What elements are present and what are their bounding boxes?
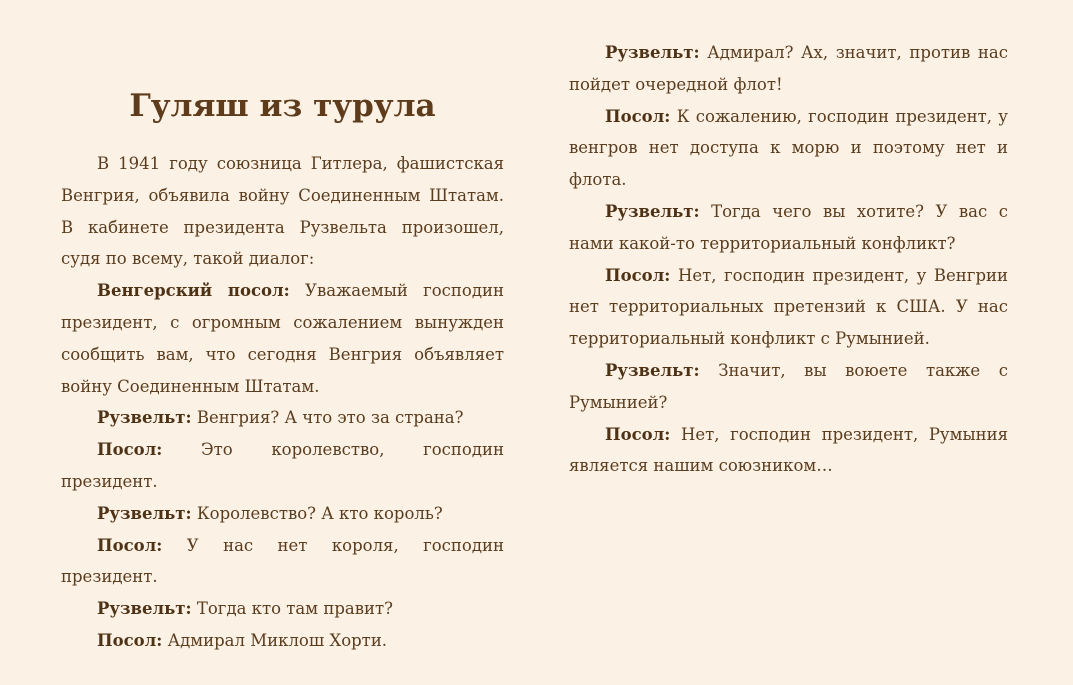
dialogue-text: Нет, господин президент, Румыния является нашим союзником… [569, 424, 1009, 476]
dialogue-text: Это королевство, господин президент. [61, 440, 504, 491]
dialogue-line [569, 419, 1008, 483]
speaker-name: Рузвельт: [605, 43, 700, 62]
dialogue-line [569, 196, 1008, 260]
dialogue-line [61, 625, 504, 657]
dialogue-text: Значит, вы воюете также с Румынией? [569, 360, 1008, 412]
speaker-name: Посол: [605, 424, 671, 444]
dialogue-text: Нет, господин президент, у Венгрии нет территориальных претензий к США. У нас территориальный конфликт с Румынией. [569, 265, 1008, 349]
dialogue-line [569, 355, 1008, 419]
dialogue-text: Адмирал? Ах, значит, против нас пойдет очередной флот! [569, 43, 1008, 94]
dialogue-text: Тогда кто там правит? [196, 599, 394, 619]
speaker-name: Рузвельт: [605, 201, 700, 221]
chapter-title: Гуляш из турула [129, 88, 436, 124]
speaker-name: Рузвельт: [97, 599, 192, 619]
left-column [61, 148, 504, 657]
right-column [569, 37, 1008, 482]
dialogue-line [569, 101, 1008, 196]
dialogue-text: Уважаемый господин президент, с огромным сожалением вынужден сообщить вам, что сегодня Венгрия объявляет войну Соединенным Штатам. [61, 281, 505, 396]
speaker-name: Посол: [605, 106, 671, 126]
speaker-name: Посол: [97, 440, 163, 460]
speaker-name: Посол: [605, 265, 671, 285]
dialogue-text: Адмирал Миклош Хорти. [167, 630, 388, 650]
dialogue-text: Венгрия? А что это за страна? [196, 408, 464, 428]
dialogue-line [569, 260, 1008, 355]
dialogue-text: К сожалению, господин президент, у венгров нет доступа к морю и поэтому нет и флота. [569, 106, 1008, 190]
dialogue-line [61, 498, 504, 530]
dialogue-line [61, 593, 504, 625]
dialogue-text: Королевство? А кто король? [196, 503, 443, 523]
dialogue-line [61, 402, 504, 434]
dialogue-line [61, 434, 504, 498]
speaker-name: Рузвельт: [97, 503, 192, 523]
speaker-name: Венгерский посол: [97, 281, 290, 301]
speaker-name: Рузвельт: [605, 360, 700, 380]
dialogue-text: У нас нет короля, господин президент. [61, 535, 504, 587]
dialogue-line [61, 530, 504, 594]
speaker-name: Рузвельт: [97, 408, 192, 428]
dialogue-line [569, 37, 1008, 101]
speaker-name: Посол: [97, 630, 163, 650]
dialogue-text: Тогда чего вы хотите? У вас с нами какой-то территориальный конфликт? [569, 201, 1008, 253]
intro-paragraph: В 1941 году союзница Гитлера, фашистская Венгрия, объявила войну Соединенным Штатам. В кабинете президента Рузвельта произошел, судя по всему, такой диалог: [61, 154, 504, 269]
dialogue-line [61, 275, 504, 402]
speaker-name: Посол: [97, 535, 163, 555]
